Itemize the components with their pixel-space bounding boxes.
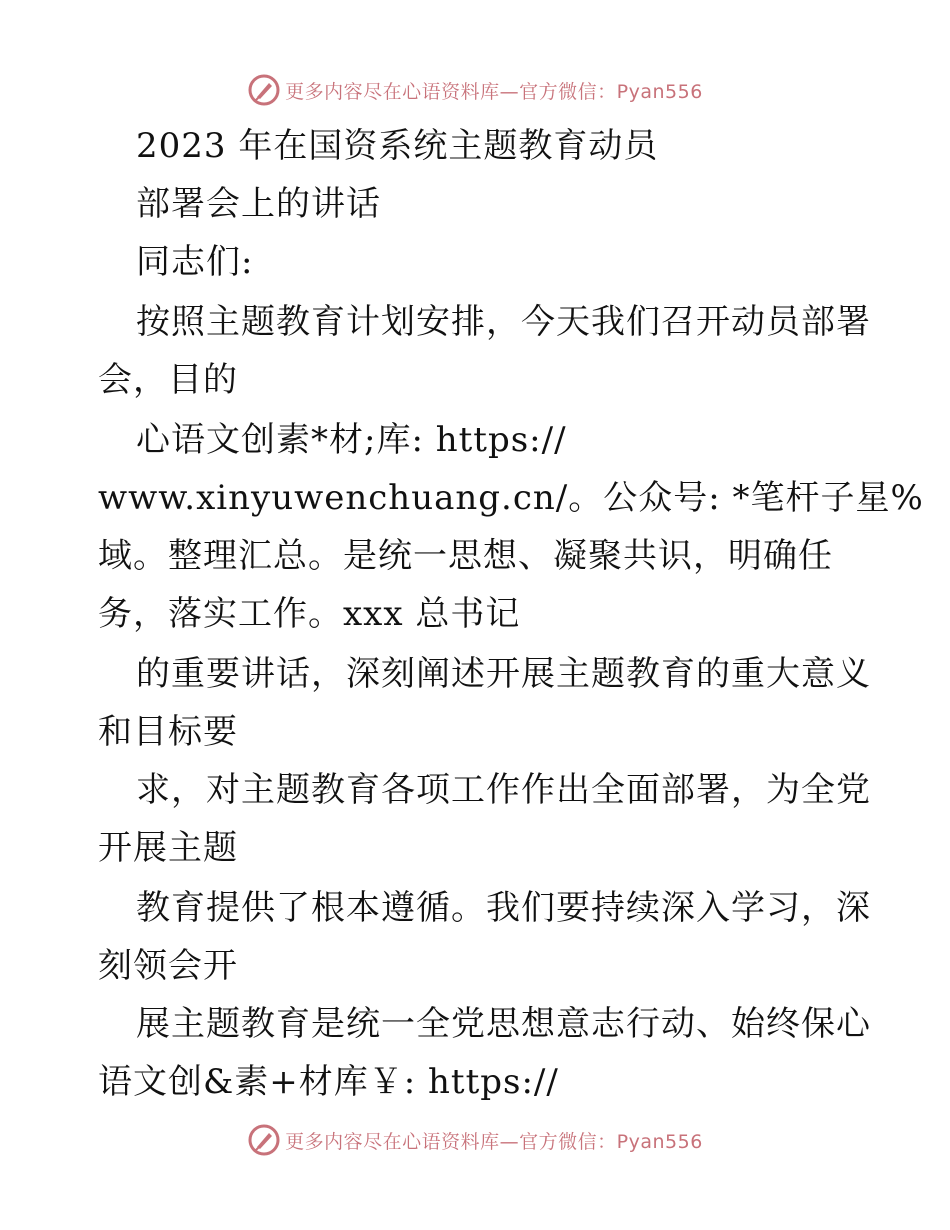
paragraph-line: www.xinyuwenchuang.cn/。公众号: *笔杆子星% — [98, 478, 924, 518]
paragraph-line: 展主题教育是统一全党思想意志行动、始终保心 — [136, 1004, 871, 1044]
paragraph-line: 会，目的 — [98, 360, 238, 400]
paragraph-line: 心语文创素*材;库: https:// — [136, 420, 567, 460]
paragraph-line: 务，落实工作。xxx 总书记 — [98, 594, 521, 634]
paragraph-line: 刻领会开 — [98, 946, 238, 986]
banner-text: 更多内容尽在心语资料库—官方微信：Pyan556 — [285, 1130, 703, 1153]
paragraph-line: 语文创&素+材库￥: https:// — [98, 1062, 559, 1102]
paragraph-line: 按照主题教育计划安排，今天我们召开动员部署 — [136, 302, 871, 342]
paragraph-line: 域。整理汇总。是统一思想、凝聚共识，明确任 — [98, 536, 833, 576]
paragraph-line: 开展主题 — [98, 828, 238, 868]
paragraph-line: 求，对主题教育各项工作作出全面部署，为全党 — [136, 770, 871, 810]
salutation: 同志们: — [136, 242, 254, 282]
paragraph-line: 和目标要 — [98, 712, 238, 752]
title-line-2: 部署会上的讲话 — [136, 184, 381, 224]
quill-seal-icon — [247, 1123, 281, 1157]
banner-text: 更多内容尽在心语资料库—官方微信：Pyan556 — [285, 80, 703, 103]
title-line-1: 2023 年在国资系统主题教育动员 — [136, 126, 659, 166]
header-watermark-banner — [0, 70, 950, 110]
paragraph-line: 的重要讲话，深刻阐述开展主题教育的重大意义 — [136, 654, 871, 694]
quill-seal-icon — [247, 73, 281, 107]
footer-watermark-banner — [0, 1120, 950, 1160]
paragraph-line: 教育提供了根本遵循。我们要持续深入学习，深 — [136, 888, 871, 928]
